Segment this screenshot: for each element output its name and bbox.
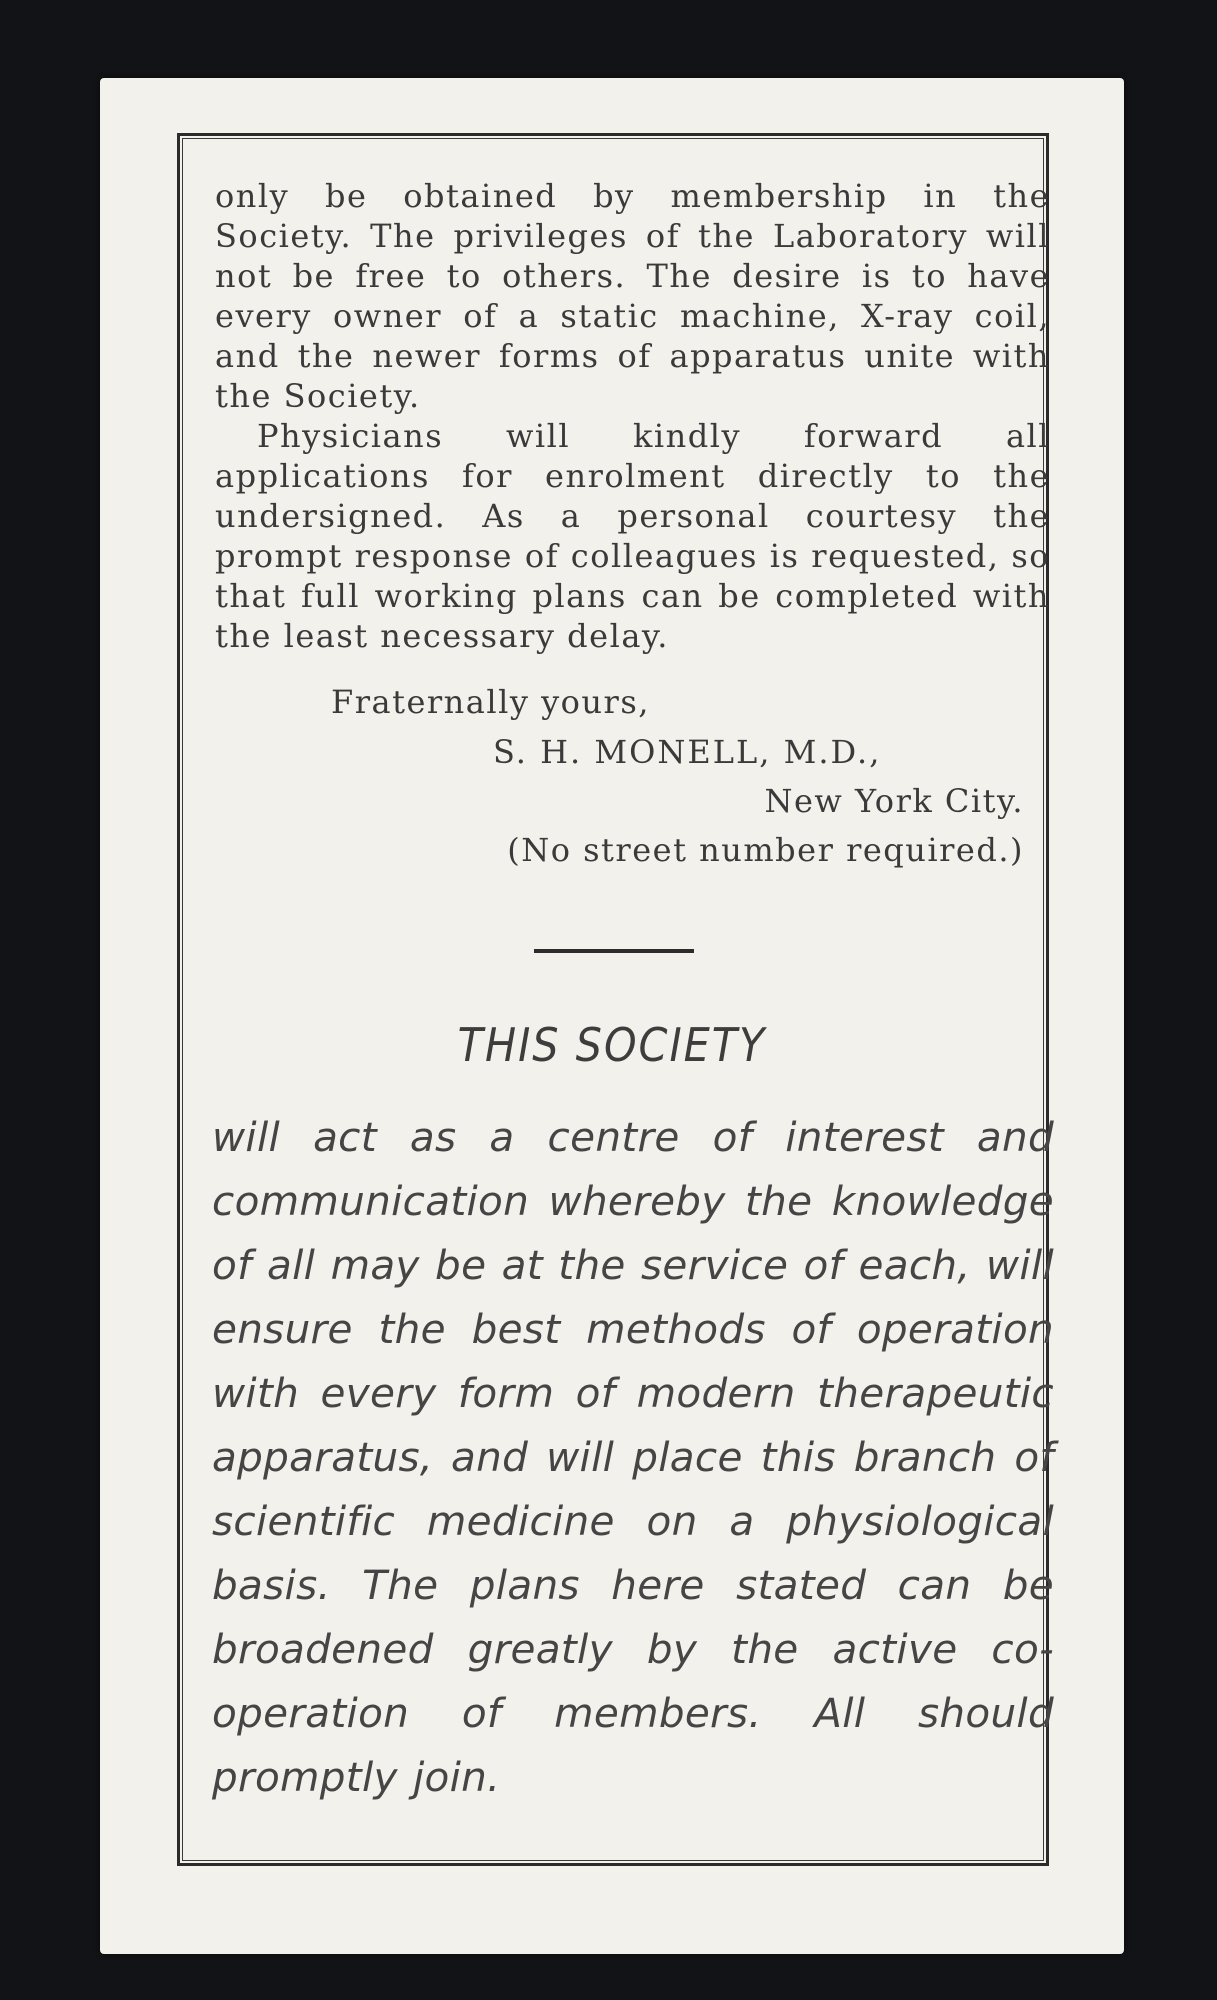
closing-salutation: Fraternally yours,	[331, 683, 650, 721]
upper-text	[215, 176, 1050, 656]
signature-city: New York City.	[764, 782, 1024, 820]
paragraph-applications: Physicians will kindly forward all applications for enrolment directly to the undersigned. As a personal courtesy the prompt response of colleagues is requested, so that full working plans can be completed with the least necessary delay.	[215, 417, 1050, 655]
divider-rule	[534, 949, 694, 953]
statement-text: will act as a centre of interest and communication whereby the knowledge of all may be at the service of each, will ensure the best methods of operation with every form of modern therapeutic apparatus, and will place this branch of scientific medicine on a physiological basis. The plans here stated can be broadened greatly by the active co-operation of members. All should promptly join.	[212, 1113, 1054, 1801]
section-heading: THIS SOCIETY	[457, 1018, 767, 1072]
paragraph-membership: only be obtained by membership in the Society. The privileges of the Laboratory will not be free to others. The desire is to have every owner of a static machine, X-ray coil, and the newer forms of apparatus unite with the Society.	[215, 177, 1050, 415]
document-card	[100, 78, 1124, 1954]
street-note: (No street number required.)	[507, 831, 1024, 869]
signature-name: S. H. MONELL, M.D.,	[493, 733, 882, 771]
society-statement	[212, 1105, 1054, 1809]
